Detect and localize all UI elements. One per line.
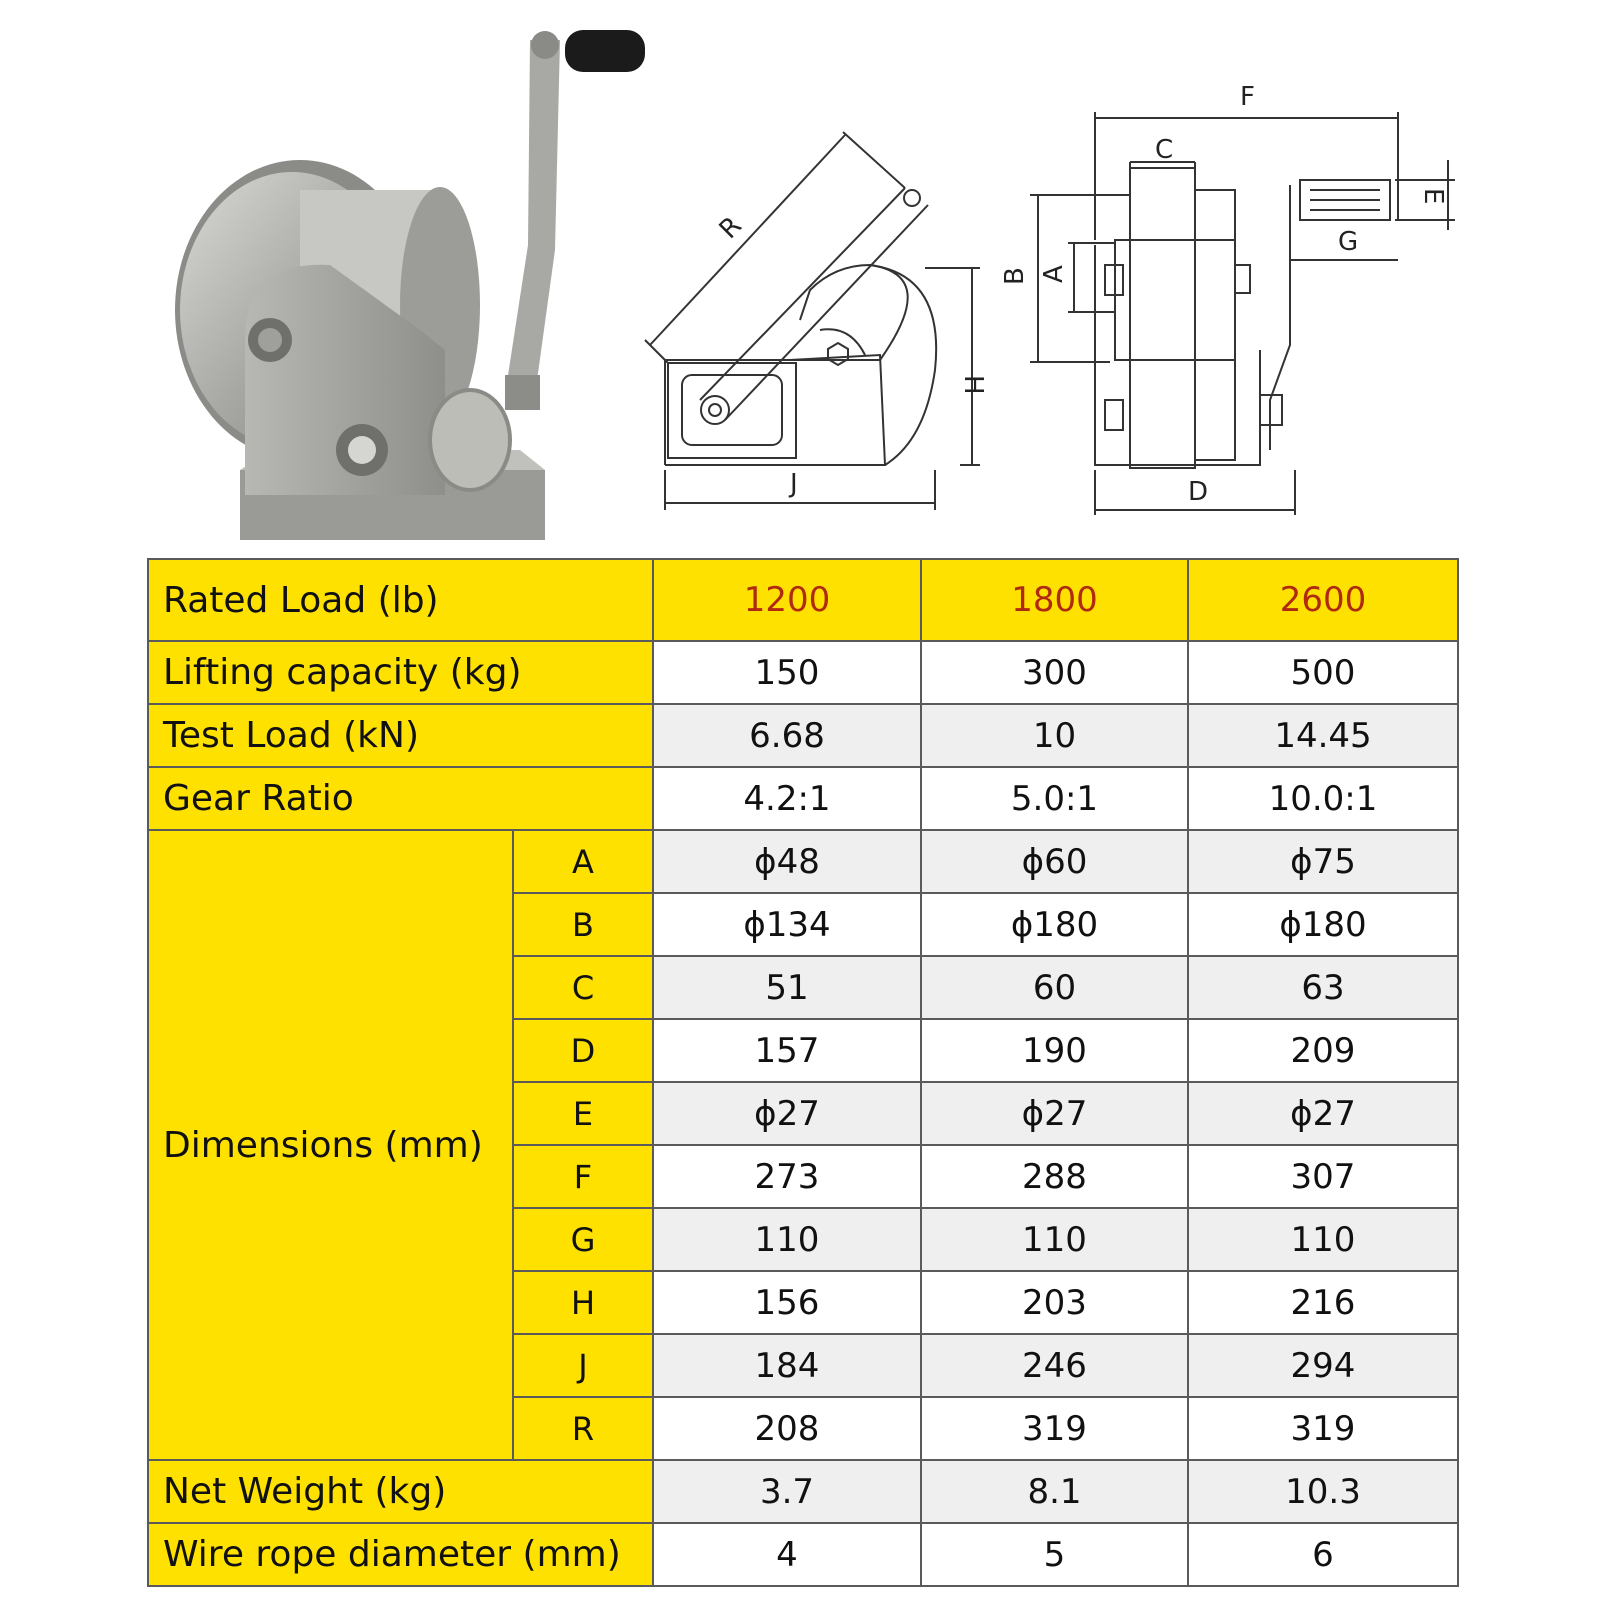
dim-key: G	[513, 1208, 653, 1271]
label-A: A	[1039, 265, 1069, 283]
cell: 4	[653, 1523, 921, 1586]
dim-key: A	[513, 830, 653, 893]
cell: ϕ27	[921, 1082, 1188, 1145]
cell: ϕ180	[921, 893, 1188, 956]
cell: 157	[653, 1019, 921, 1082]
row-label: Lifting capacity (kg)	[148, 641, 653, 704]
cell: 288	[921, 1145, 1188, 1208]
cell: 110	[1188, 1208, 1458, 1271]
row-label: Gear Ratio	[148, 767, 653, 830]
cell: ϕ27	[1188, 1082, 1458, 1145]
row-label: Wire rope diameter (mm)	[148, 1523, 653, 1586]
cell: 190	[921, 1019, 1188, 1082]
label-B: B	[1000, 267, 1030, 285]
cell: 10.0:1	[1188, 767, 1458, 830]
cell: 273	[653, 1145, 921, 1208]
header-row	[148, 559, 1458, 641]
front-view-drawing	[0, 0, 1600, 550]
dimensions-label: Dimensions (mm)	[148, 830, 513, 1460]
cell: ϕ75	[1188, 830, 1458, 893]
cell: ϕ27	[653, 1082, 921, 1145]
cell: 209	[1188, 1019, 1458, 1082]
dim-key: E	[513, 1082, 653, 1145]
dim-key: F	[513, 1145, 653, 1208]
cell: 500	[1188, 641, 1458, 704]
model-1800: 1800	[921, 559, 1188, 641]
dim-key: R	[513, 1397, 653, 1460]
table-row	[148, 830, 1458, 893]
dim-key: B	[513, 893, 653, 956]
cell: 6.68	[653, 704, 921, 767]
label-C: C	[1155, 135, 1174, 165]
label-F: F	[1240, 82, 1255, 112]
table-row	[148, 641, 1458, 704]
cell: 14.45	[1188, 704, 1458, 767]
cell: 203	[921, 1271, 1188, 1334]
table-row	[148, 704, 1458, 767]
dim-key: D	[513, 1019, 653, 1082]
cell: 110	[653, 1208, 921, 1271]
cell: 294	[1188, 1334, 1458, 1397]
cell: 5.0:1	[921, 767, 1188, 830]
table-row	[148, 1523, 1458, 1586]
cell: 216	[1188, 1271, 1458, 1334]
cell: 60	[921, 956, 1188, 1019]
model-2600: 2600	[1188, 559, 1458, 641]
cell: 184	[653, 1334, 921, 1397]
spec-table	[147, 558, 1459, 1587]
cell: 10	[921, 704, 1188, 767]
cell: 63	[1188, 956, 1458, 1019]
label-R: R	[713, 210, 748, 245]
cell: ϕ60	[921, 830, 1188, 893]
cell: 300	[921, 641, 1188, 704]
dim-key: J	[513, 1334, 653, 1397]
label-J: J	[790, 469, 798, 499]
cell: ϕ180	[1188, 893, 1458, 956]
table-row	[148, 767, 1458, 830]
cell: 6	[1188, 1523, 1458, 1586]
cell: 10.3	[1188, 1460, 1458, 1523]
cell: 51	[653, 956, 921, 1019]
dim-key: H	[513, 1271, 653, 1334]
cell: 156	[653, 1271, 921, 1334]
cell: 4.2:1	[653, 767, 921, 830]
cell: 246	[921, 1334, 1188, 1397]
cell: ϕ48	[653, 830, 921, 893]
cell: ϕ134	[653, 893, 921, 956]
cell: 319	[1188, 1397, 1458, 1460]
cell: 3.7	[653, 1460, 921, 1523]
label-H: H	[958, 375, 988, 395]
cell: 307	[1188, 1145, 1458, 1208]
cell: 110	[921, 1208, 1188, 1271]
row-label: Test Load (kN)	[148, 704, 653, 767]
dim-key: C	[513, 956, 653, 1019]
cell: 5	[921, 1523, 1188, 1586]
product-figures	[0, 0, 1600, 550]
cell: 150	[653, 641, 921, 704]
label-G: G	[1338, 227, 1359, 257]
cell: 319	[921, 1397, 1188, 1460]
model-1200: 1200	[653, 559, 921, 641]
label-D: D	[1188, 477, 1209, 507]
rated-load-label: Rated Load (lb)	[148, 559, 653, 641]
cell: 208	[653, 1397, 921, 1460]
row-label: Net Weight (kg)	[148, 1460, 653, 1523]
table-row	[148, 1460, 1458, 1523]
label-E: E	[1418, 188, 1448, 205]
cell: 8.1	[921, 1460, 1188, 1523]
